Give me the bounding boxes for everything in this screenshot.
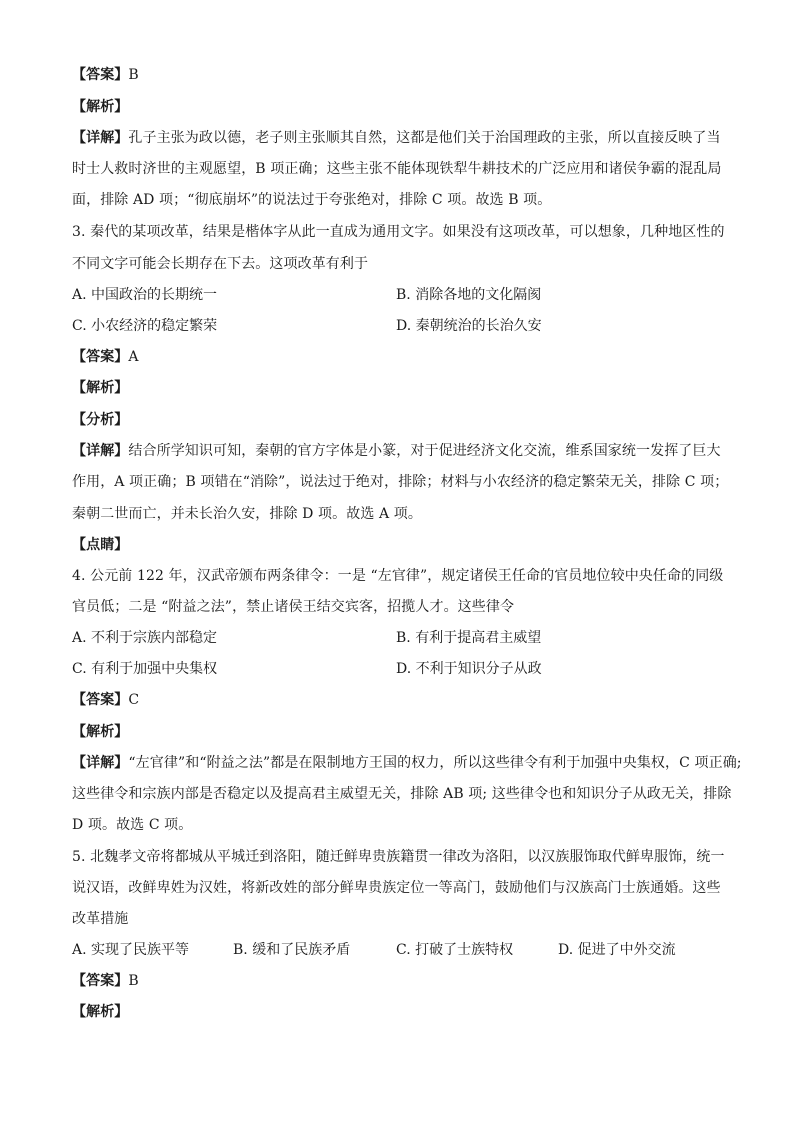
q2-answer — [72, 64, 732, 86]
q3-detail-line-2: 作用，A 项正确；B 项错在“消除”，说法过于绝对，排除；材料与小农经济的稳定繁荣无关，排除 C 项； — [72, 474, 729, 490]
q4-detail-line-2: 这些律令和宗族内部是否稳定以及提高君主威望无关，排除 AB 项; 这些律令也和知识分子从政无关，排除 — [72, 786, 732, 802]
q2-detail-line-2: 时士人救时济世的主观愿望，B 项正确；这些主张不能体现铁犁牛耕技术的广泛应用和诸侯争霸的混乱局 — [72, 161, 722, 177]
q4-option-a: A. 不利于宗族内部稳定 — [72, 630, 218, 646]
detail-tag: 【详解】 — [72, 130, 129, 146]
q4-stem-line-2: 官员低；二是 “附益之法”，禁止诸侯王结交宾客，招揽人才。这些律令 — [72, 599, 515, 615]
q5-stem-line-2: 说汉语，改鲜卑姓为汉姓，将新改姓的部分鲜卑贵族定位一等高门，鼓励他们与汉族高门士族通婚。这些 — [72, 880, 721, 896]
q3-stem-line-1: 3. 秦代的某项改革，结果是楷体字从此一直成为通用文字。如果没有这项改革，可以想象，几种地区性的 — [72, 224, 725, 240]
q3-detail-line-1: 【详解】结合所学知识可知，秦朝的官方字体是小篆，对于促进经济文化交流，维系国家统一发挥了巨大 — [72, 443, 721, 459]
q4-detail-line-3: D 项。故选 C 项。 — [72, 817, 193, 833]
q2-detail-line-3: 面，排除 AD 项；“彻底崩坏”的说法过于夸张绝对，排除 C 项。故选 B 项。 — [72, 192, 552, 208]
q4-analysis-heading: 【解析】 — [72, 724, 129, 740]
q3-option-d: D. 秦朝统治的长治久安 — [396, 318, 542, 334]
q4-option-b: B. 有利于提高君主威望 — [396, 630, 542, 646]
q5-answer: 【答案】B — [72, 973, 139, 989]
q5-stem-line-3: 改革措施 — [72, 911, 129, 927]
q5-option-c: C. 打破了士族特权 — [396, 942, 514, 958]
q3-option-c: C. 小农经济的稳定繁荣 — [72, 318, 218, 334]
q4-option-d: D. 不利于知识分子从政 — [396, 661, 542, 677]
answer-value: B — [128, 67, 139, 83]
q3-analysis-heading: 【解析】 — [72, 380, 129, 396]
q5-analysis-heading: 【解析】 — [72, 1004, 129, 1020]
q3-detail-line-3: 秦朝二世而亡，并未长治久安，排除 D 项。故选 A 项。 — [72, 506, 422, 522]
q4-stem-line-1: 4. 公元前 122 年，汉武帝颁布两条律令：一是 “左官律”，规定诸侯王任命的官员地位较中央任命的同级 — [72, 568, 724, 584]
q3-answer: 【答案】A — [72, 349, 139, 365]
q3-option-b: B. 消除各地的文化隔阂 — [396, 287, 542, 303]
q3-stem-line-2: 不同文字可能会长期存在下去。这项改革有利于 — [72, 256, 369, 272]
q4-answer: 【答案】C — [72, 692, 140, 708]
answer-tag: 【答案】 — [72, 67, 129, 83]
q5-option-d: D. 促进了中外交流 — [558, 942, 676, 958]
q4-option-c: C. 有利于加强中央集权 — [72, 661, 218, 677]
q3-dianjing-heading: 【点睛】 — [72, 537, 129, 553]
q3-fenxi-heading: 【分析】 — [72, 412, 129, 428]
q2-detail-line-1: 【详解】孔子主张为政以德，老子则主张顺其自然，这都是他们关于治国理政的主张，所以直接反映了当 — [72, 130, 721, 146]
q5-stem-line-1: 5. 北魏孝文帝将都城从平城迁到洛阳，随迁鲜卑贵族籍贯一律改为洛阳，以汉族服饰取代鲜卑服饰，统一 — [72, 849, 725, 865]
q2-analysis-heading: 【解析】 — [72, 99, 129, 115]
q4-detail-line-1: 【详解】“左官律”和“附益之法”都是在限制地方王国的权力，所以这些律令有利于加强中央集权，C 项正确; — [72, 755, 742, 771]
q5-option-b: B. 缓和了民族矛盾 — [233, 942, 351, 958]
q3-option-a: A. 中国政治的长期统一 — [72, 287, 218, 303]
q5-option-a: A. 实现了民族平等 — [72, 942, 190, 958]
